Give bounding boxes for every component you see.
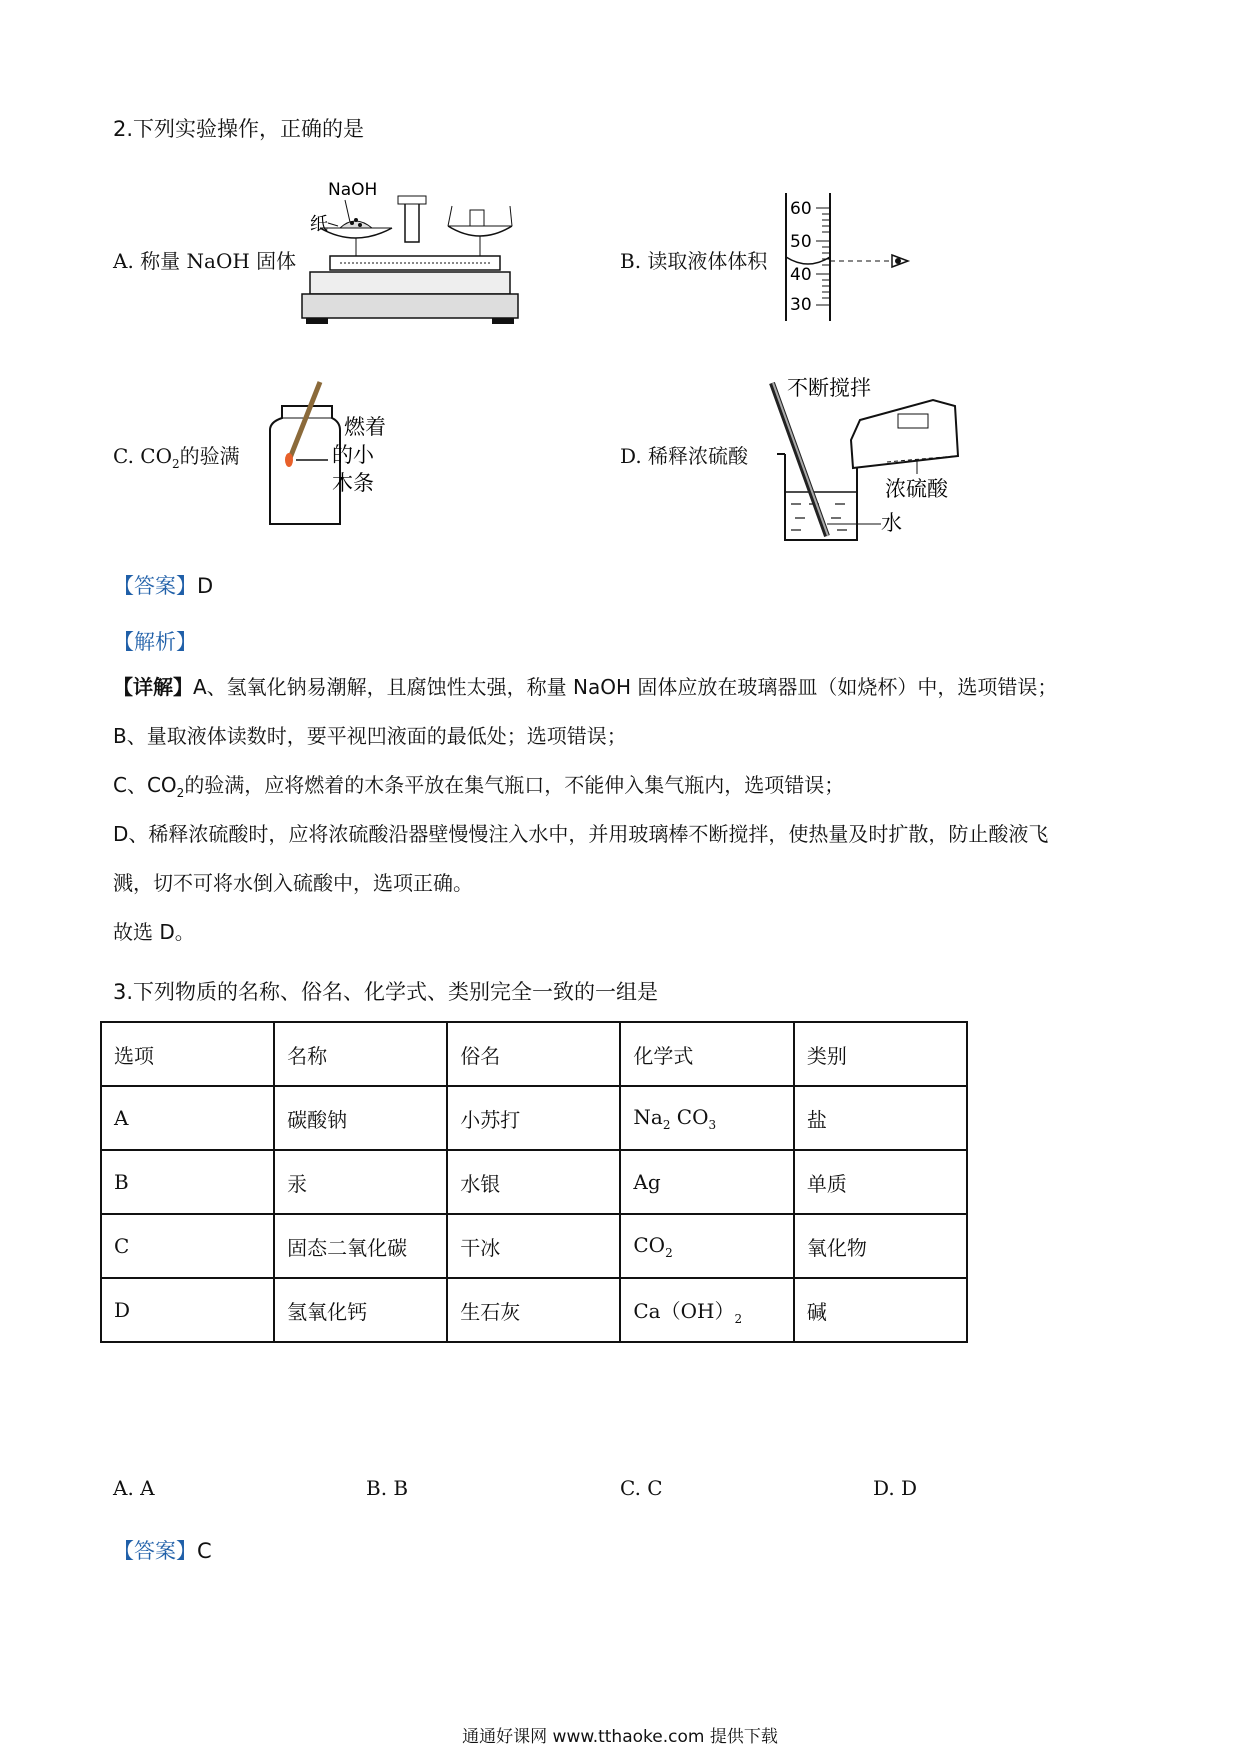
option-d-label: D. 稀释浓硫酸: [620, 444, 749, 468]
row-name: 碳酸钠: [274, 1086, 447, 1150]
formula-part: Ca（OH）: [633, 1298, 735, 1323]
answer-value: C: [197, 1539, 212, 1563]
conclusion: 故选 D。: [113, 920, 195, 944]
table-row: [101, 1214, 967, 1278]
header-formula: 化学式: [620, 1022, 793, 1086]
q2-answer: [113, 570, 213, 600]
row-common-name: 小苏打: [447, 1086, 620, 1150]
naoh-label: NaOH: [328, 180, 378, 200]
choice-c: C. C: [620, 1476, 663, 1500]
paper-label: 纸: [310, 214, 328, 235]
row-category: 碱: [794, 1278, 967, 1342]
answer-label: 【答案】: [113, 1539, 197, 1563]
option-b-label: B. 读取液体体积: [620, 249, 768, 273]
dilution-figure: [765, 368, 975, 548]
detail-a: [113, 673, 1057, 701]
tick-50: 50: [790, 232, 812, 252]
formula-part: CO: [633, 1232, 666, 1257]
water-label: 水: [881, 511, 902, 535]
tick-30: 30: [790, 295, 812, 315]
option-a-label: A. 称量 NaOH 固体: [113, 249, 297, 273]
row-formula: [620, 1278, 793, 1342]
table-row: [101, 1086, 967, 1150]
question-2-title: 2.下列实验操作，正确的是: [113, 117, 365, 141]
balance-figure: [300, 178, 520, 326]
row-name: 氢氧化钙: [274, 1278, 447, 1342]
detail-c-suffix: 的验满，应将燃着的木条平放在集气瓶口，不能伸入集气瓶内，选项错误；: [184, 773, 845, 797]
gas-bottle-figure: [262, 378, 402, 528]
row-option: C: [101, 1214, 274, 1278]
option-c-label: [113, 440, 240, 471]
question-3-title: 3.下列物质的名称、俗名、化学式、类别完全一致的一组是: [113, 980, 659, 1004]
row-option: A: [101, 1086, 274, 1150]
row-name: 固态二氧化碳: [274, 1214, 447, 1278]
formula-subscript: 2: [665, 1245, 673, 1260]
row-formula: [620, 1150, 793, 1214]
header-common-name: 俗名: [447, 1022, 620, 1086]
row-formula: [620, 1214, 793, 1278]
detail-b: B、量取液体读数时，要平视凹液面的最低处；选项错误；: [113, 724, 627, 748]
formula-subscript: 2: [662, 1117, 671, 1132]
table-header-row: [101, 1022, 967, 1086]
answer-value: D: [197, 574, 214, 598]
row-option: B: [101, 1150, 274, 1214]
row-common-name: 生石灰: [447, 1278, 620, 1342]
splint-label-2: 的小: [332, 443, 374, 467]
substance-table: [100, 1021, 968, 1343]
row-common-name: 干冰: [447, 1214, 620, 1278]
detail-label: 【详解】: [113, 675, 193, 699]
detail-c-subscript: 2: [176, 786, 185, 800]
header-category: 类别: [794, 1022, 967, 1086]
detail-a-text: A、氢氧化钠易潮解，且腐蚀性太强，称量 NaOH 固体应放在玻璃器皿（如烧杯）中，选项错误；: [193, 675, 1058, 699]
splint-label-3: 木条: [332, 471, 374, 495]
page-footer: 通通好课网 www.tthaoke.com 提供下载: [462, 1727, 778, 1747]
detail-c-prefix: C、CO: [113, 773, 177, 797]
analysis-label: 【解析】: [113, 630, 197, 654]
option-c-subscript: 2: [172, 457, 180, 471]
row-category: 盐: [794, 1086, 967, 1150]
acid-label: 浓硫酸: [885, 477, 948, 501]
detail-d-line1: D、稀释浓硫酸时，应将浓硫酸沿器壁慢慢注入水中，并用玻璃棒不断搅拌，使热量及时扩散，防止酸液飞: [113, 822, 1049, 846]
detail-d-line2: 溅，切不可将水倒入硫酸中，选项正确。: [113, 871, 473, 895]
option-c-suffix: 的验满: [179, 444, 240, 468]
formula-part: Ag: [633, 1170, 661, 1194]
stir-label: 不断搅拌: [787, 376, 871, 400]
row-category: 氧化物: [794, 1214, 967, 1278]
header-option: 选项: [101, 1022, 274, 1086]
q3-answer: [113, 1535, 212, 1565]
formula-part: CO: [670, 1104, 709, 1129]
table-row: [101, 1150, 967, 1214]
answer-label: 【答案】: [113, 574, 197, 598]
cylinder-figure: [780, 193, 940, 323]
table-row: [101, 1278, 967, 1342]
tick-60: 60: [790, 199, 812, 219]
row-option: D: [101, 1278, 274, 1342]
header-name: 名称: [274, 1022, 447, 1086]
choice-b: B. B: [366, 1476, 409, 1500]
formula-subscript: 3: [708, 1117, 717, 1132]
splint-label-1: 燃着: [344, 415, 386, 439]
row-formula: [620, 1086, 793, 1150]
option-c-prefix: C. CO: [113, 444, 173, 468]
row-category: 单质: [794, 1150, 967, 1214]
row-name: 汞: [274, 1150, 447, 1214]
tick-40: 40: [790, 265, 812, 285]
formula-subscript: 2: [734, 1311, 743, 1326]
row-common-name: 水银: [447, 1150, 620, 1214]
choice-a: A. A: [113, 1476, 155, 1500]
formula-part: Na: [633, 1104, 663, 1129]
detail-c: [113, 771, 844, 807]
choice-d: D. D: [873, 1476, 918, 1500]
